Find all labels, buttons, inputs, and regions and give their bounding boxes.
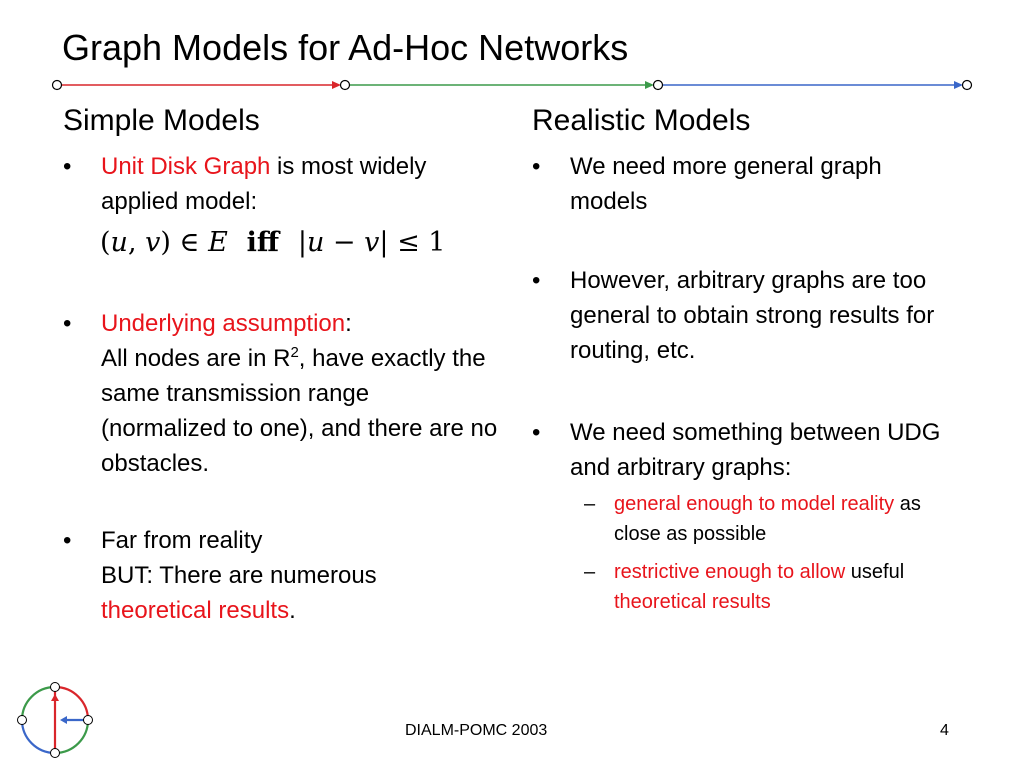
left-bullet-unit-disk <box>63 149 501 219</box>
bullet-text: Far from reality <box>101 527 263 554</box>
bullet-marker: • <box>532 153 541 180</box>
bullet-marker: • <box>63 153 72 180</box>
right-bullet-between <box>532 415 955 485</box>
bullet-marker: • <box>532 267 541 294</box>
subbullet-marker: – <box>584 493 596 515</box>
divider-arrow-red <box>332 81 341 89</box>
footer-page-number: 4 <box>940 722 949 739</box>
right-bullet-arbitrary <box>532 263 955 368</box>
divider-arrow-green <box>645 81 654 89</box>
underlying-assumption-term: Underlying assumption <box>101 310 346 337</box>
general-enough-term: general enough to model reality <box>614 493 895 515</box>
bullet-text: is most widely applied model: <box>101 153 427 215</box>
divider-node <box>53 81 62 90</box>
title-divider <box>0 70 1024 100</box>
superscript: 2 <box>290 344 299 361</box>
theoretical-results-term: theoretical results <box>101 597 290 624</box>
right-bullet-general <box>532 149 955 219</box>
divider-node <box>963 81 972 90</box>
subbullet-marker: – <box>584 561 596 583</box>
bullet-text: We need more general graph models <box>570 153 882 215</box>
right-subbullet-restrictive: – restrictive enough to allow useful theoretical results <box>614 557 944 617</box>
graph-logo-icon <box>12 677 98 763</box>
assumption-text: All nodes are in R <box>101 345 291 372</box>
left-column-heading: Simple Models <box>63 104 260 137</box>
bullet-marker: • <box>63 527 72 554</box>
footer-conference: DIALM-POMC 2003 <box>405 722 548 739</box>
theoretical-results-term: theoretical results <box>614 591 771 613</box>
bullet-text: However, arbitrary graphs are too general to obtain strong results for routing, etc. <box>570 267 935 364</box>
divider-arrow-blue <box>954 81 963 89</box>
unit-disk-graph-term: Unit Disk Graph <box>101 153 271 180</box>
right-subbullet-reality: – general enough to model reality as close as possible <box>614 489 944 549</box>
bullet-marker: • <box>532 419 541 446</box>
divider-node <box>341 81 350 90</box>
right-column-heading: Realistic Models <box>532 104 751 137</box>
divider-node <box>654 81 663 90</box>
bullet-marker: • <box>63 310 72 337</box>
bullet-text: We need something between UDG and arbitrary graphs: <box>570 419 941 481</box>
slide-title: Graph Models for Ad-Hoc Networks <box>62 27 629 68</box>
udg-formula: (u, v) ∈ E iff |u − v| ≤ 1 <box>100 227 446 258</box>
bullet-text: BUT: There are numerous <box>101 562 377 589</box>
left-bullet-reality: • Far from reality BUT: There are numerous theoretical results. <box>101 523 501 628</box>
left-bullet-assumption: • Underlying assumption: All nodes are in $R^2$, have exactly the same transmission range (normalized to one), and there are no obstacles. <box>101 306 501 481</box>
restrictive-enough-term: restrictive enough to allow <box>614 561 846 583</box>
